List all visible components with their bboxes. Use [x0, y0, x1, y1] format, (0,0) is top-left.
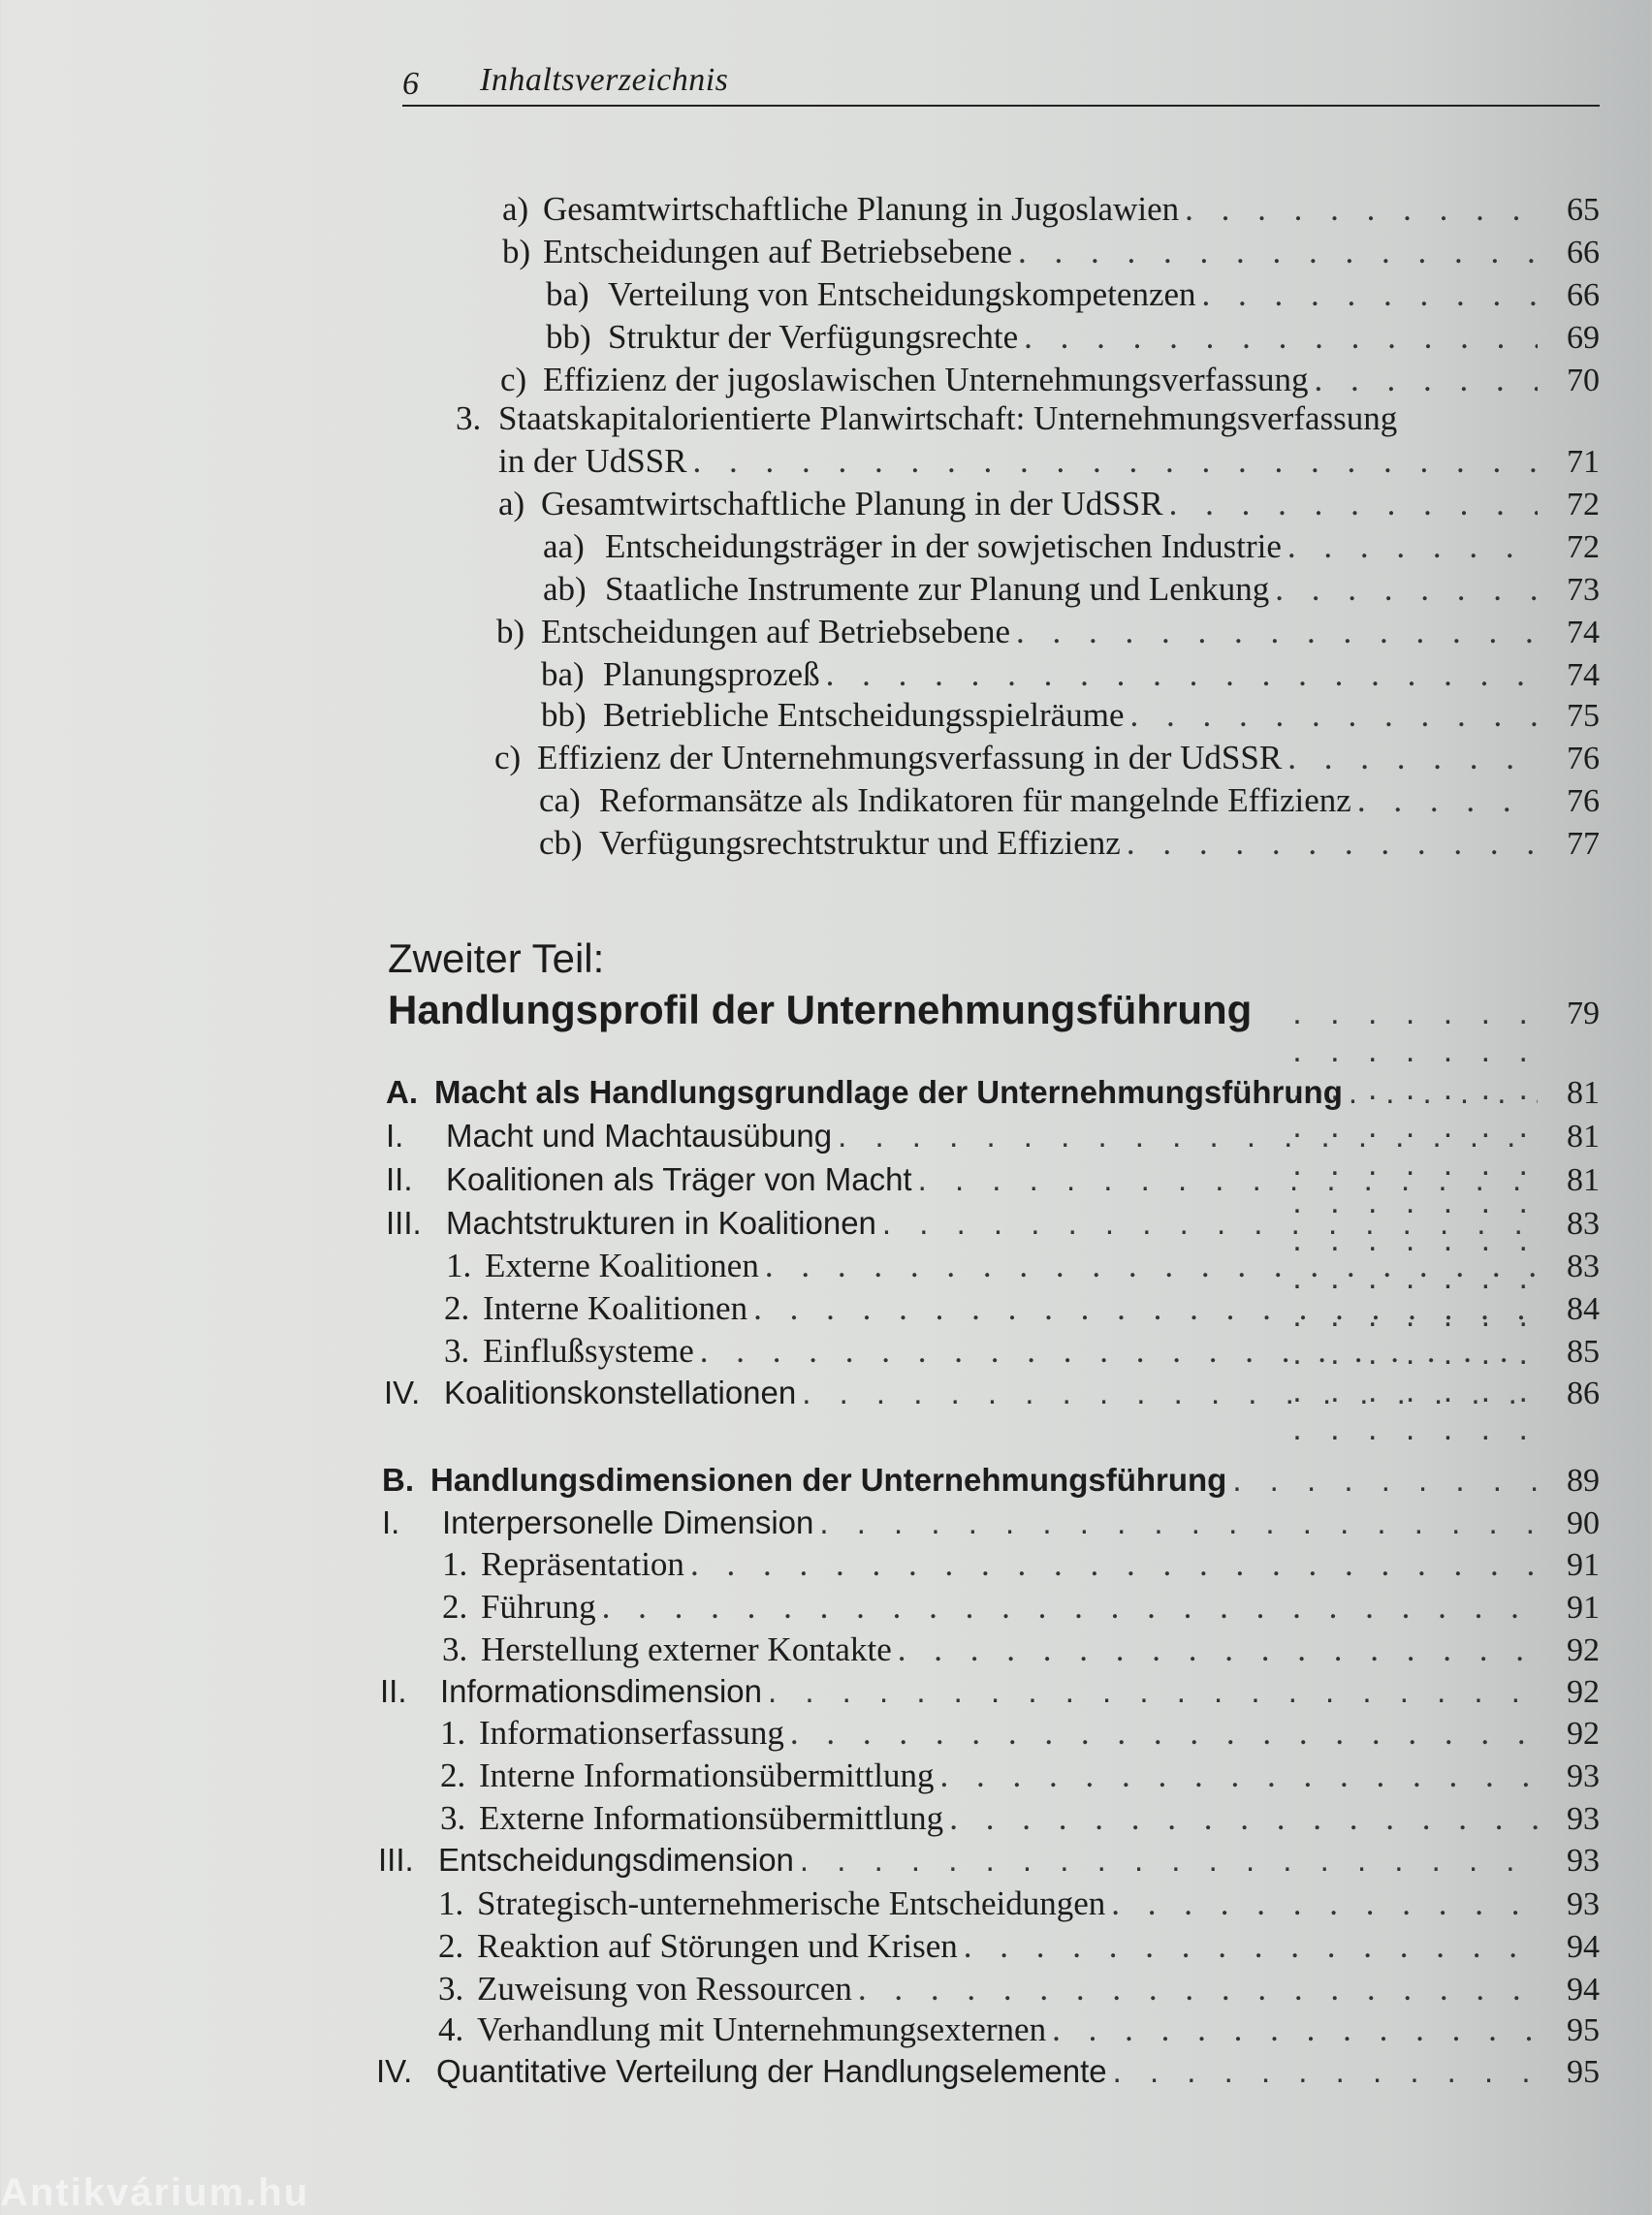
entry-page: 74 — [1567, 657, 1600, 693]
entry-number: c) — [494, 739, 522, 776]
entry-page: 65 — [1567, 192, 1600, 228]
toc-entry — [440, 1799, 1600, 1844]
entry-title: Betriebliche Entscheidungsspielräume — [603, 696, 1125, 734]
entry-page: 81 — [1567, 1075, 1600, 1111]
toc-entry — [496, 613, 1600, 657]
entry-title: Effizienz der jugoslawischen Unternehmungsverfassung — [543, 361, 1309, 398]
toc-entry — [498, 442, 1600, 487]
entry-title: Koalitionen als Träger von Macht — [446, 1161, 912, 1197]
entry-title: Entscheidungsdimension — [438, 1842, 794, 1878]
entry-page: 92 — [1567, 1716, 1600, 1752]
leader-dots — [1016, 613, 1538, 651]
entry-number: I. — [382, 1504, 400, 1540]
entry-page: 81 — [1567, 1119, 1600, 1155]
toc-entry — [438, 1884, 1600, 1929]
entry-page: 75 — [1567, 698, 1600, 734]
toc-entry — [386, 1118, 1600, 1162]
part-label: Zweiter Teil: — [388, 935, 605, 981]
leader-dots — [1232, 1462, 1538, 1499]
toc-entry — [386, 1161, 1600, 1206]
entry-page: 93 — [1567, 1801, 1600, 1837]
entry-number: 4. — [438, 2010, 464, 2048]
leader-dots — [1018, 233, 1538, 271]
section-heading — [386, 1074, 1600, 1119]
entry-title: Entscheidungen auf Betriebsebene — [541, 613, 1010, 650]
toc-entry — [442, 1545, 1600, 1590]
entry-page: 81 — [1567, 1162, 1600, 1198]
entry-number: IV. — [384, 1375, 421, 1410]
entry-title: Handlungsdimensionen der Unternehmungsführung — [430, 1462, 1227, 1498]
entry-title: Interne Koalitionen — [483, 1289, 748, 1327]
entry-title: Machtstrukturen in Koalitionen — [446, 1205, 876, 1241]
entry-page: 66 — [1567, 277, 1600, 313]
toc-entry — [380, 1673, 1600, 1718]
entry-title: Reformansätze als Indikatoren für mangelnde Effizienz — [599, 781, 1351, 819]
entry-page: 92 — [1567, 1632, 1600, 1668]
toc-entry — [502, 190, 1600, 235]
entry-page: 93 — [1567, 1843, 1600, 1879]
toc-entry — [444, 1289, 1600, 1334]
toc-entry — [444, 1332, 1600, 1376]
leader-dots — [602, 1588, 1538, 1627]
entry-title: Externe Koalitionen — [485, 1247, 759, 1284]
toc-entry — [543, 570, 1600, 615]
leader-dots — [1169, 485, 1538, 523]
section-heading — [382, 1462, 1600, 1506]
entry-page: 83 — [1567, 1249, 1600, 1284]
entry-page: 94 — [1567, 1929, 1600, 1965]
toc-entry — [456, 399, 1600, 444]
leader-dots — [858, 1970, 1538, 2009]
leader-dots — [819, 1504, 1538, 1541]
leader-dots — [1127, 824, 1538, 863]
entry-number: 3. — [442, 1630, 468, 1668]
leader-dots — [1129, 696, 1538, 735]
leader-dots — [690, 1545, 1538, 1584]
entry-title: Macht und Machtausübung — [446, 1118, 833, 1154]
leader-dots — [1287, 739, 1538, 777]
entry-number: 1. — [438, 1884, 464, 1922]
entry-number: cb) — [539, 824, 583, 862]
toc-entry — [386, 1205, 1600, 1250]
entry-number: II. — [386, 1161, 413, 1197]
entry-title: Struktur der Verfügungsrechte — [608, 318, 1019, 356]
entry-number: A. — [386, 1074, 418, 1110]
entry-title: Effizienz der Unternehmungsverfassung in der UdSSR — [537, 739, 1283, 776]
leader-dots — [1111, 1884, 1538, 1923]
entry-title: Strategisch-unternehmerische Entscheidungen — [477, 1884, 1106, 1922]
entry-number: II. — [380, 1673, 407, 1709]
leader-dots — [1185, 190, 1538, 229]
entry-number: 3. — [438, 1970, 464, 2008]
entry-number: 1. — [442, 1545, 468, 1583]
toc-entry — [442, 1630, 1600, 1675]
entry-page: 83 — [1567, 1206, 1600, 1242]
entry-number: b) — [502, 233, 531, 270]
header-title: Inhaltsverzeichnis — [480, 62, 729, 98]
leader-dots — [882, 1205, 1538, 1242]
entry-page: 90 — [1567, 1505, 1600, 1541]
part-page: 79 — [1567, 996, 1600, 1031]
entry-title: Informationserfassung — [479, 1714, 784, 1752]
leader-dots — [939, 1756, 1538, 1795]
entry-page: 92 — [1567, 1674, 1600, 1710]
entry-number: 2. — [438, 1927, 464, 1965]
toc-entry — [541, 696, 1600, 741]
entry-number: III. — [378, 1842, 414, 1878]
toc-entry — [378, 1842, 1600, 1886]
entry-title: Herstellung externer Kontakte — [481, 1630, 892, 1668]
entry-number: B. — [382, 1462, 414, 1498]
header-page-number: 6 — [402, 66, 419, 102]
entry-number: 3. — [440, 1799, 466, 1837]
toc-entry — [440, 1714, 1600, 1758]
entry-title: Interne Informationsübermittlung — [479, 1756, 935, 1794]
entry-page: 69 — [1567, 320, 1600, 356]
leader-dots — [826, 655, 1538, 694]
leader-dots — [1275, 570, 1538, 609]
entry-title: Einflußsysteme — [483, 1332, 694, 1370]
entry-title: Quantitative Verteilung der Handlungselemente — [436, 2053, 1107, 2089]
toc-entry — [498, 485, 1600, 529]
leader-dots — [949, 1799, 1538, 1838]
entry-title: Gesamtwirtschaftliche Planung in Jugoslawien — [543, 190, 1180, 228]
leader-dots — [768, 1673, 1538, 1710]
entry-title: Staatskapitalorientierte Planwirtschaft: Unternehmungsverfassung — [498, 399, 1398, 437]
toc-entry — [438, 2010, 1600, 2055]
toc-entry — [446, 1247, 1600, 1291]
leader-dots — [1113, 2053, 1538, 2090]
entry-title: Repräsentation — [481, 1545, 684, 1583]
leader-dots — [918, 1161, 1538, 1198]
entry-page: 71 — [1567, 444, 1600, 480]
entry-page: 76 — [1567, 783, 1600, 819]
entry-page: 93 — [1567, 1886, 1600, 1922]
entry-page: 73 — [1567, 572, 1600, 608]
entry-number: 2. — [440, 1756, 466, 1794]
leader-dots — [1287, 527, 1538, 566]
leader-dots — [765, 1247, 1538, 1285]
toc-entry — [494, 739, 1600, 783]
toc-entry — [539, 824, 1600, 869]
entry-title: Staatliche Instrumente zur Planung und Lenkung — [605, 570, 1270, 608]
entry-title: Entscheidungsträger in der sowjetischen Industrie — [605, 527, 1282, 565]
entry-number: 1. — [440, 1714, 466, 1752]
entry-page: 76 — [1567, 741, 1600, 776]
leader-dots — [753, 1289, 1538, 1328]
leader-dots — [802, 1375, 1538, 1411]
watermark: Antikvárium.hu — [0, 2171, 310, 2214]
entry-title: Planungsprozeß — [603, 655, 820, 693]
entry-number: III. — [386, 1205, 422, 1241]
entry-number: a) — [502, 190, 529, 228]
leader-dots — [1202, 275, 1538, 314]
entry-title: Verteilung von Entscheidungskompetenzen — [608, 275, 1196, 313]
leader-dots — [800, 1842, 1538, 1879]
entry-title: Macht als Handlungsgrundlage der Unternehmungsführung — [434, 1074, 1343, 1110]
leader-dots — [838, 1118, 1538, 1155]
leader-dots — [692, 442, 1538, 481]
entry-number: aa) — [543, 527, 585, 565]
entry-number: ba) — [541, 655, 585, 693]
entry-number: I. — [386, 1118, 404, 1154]
leader-dots — [1024, 318, 1538, 357]
entry-page: 85 — [1567, 1334, 1600, 1370]
toc-entry — [376, 2053, 1600, 2098]
entry-page: 86 — [1567, 1376, 1600, 1411]
entry-number: a) — [498, 485, 525, 522]
entry-title: Gesamtwirtschaftliche Planung in der UdSSR — [541, 485, 1163, 522]
entry-number: b) — [496, 613, 525, 650]
entry-page: 94 — [1567, 1972, 1600, 2008]
entry-page: 66 — [1567, 235, 1600, 270]
entry-number: bb) — [541, 696, 587, 734]
entry-title: Informationsdimension — [440, 1673, 762, 1709]
leader-dots — [1052, 2010, 1538, 2049]
toc-entry — [541, 655, 1600, 700]
entry-number: ca) — [539, 781, 581, 819]
leader-dots — [1357, 781, 1538, 820]
toc-entry — [539, 781, 1600, 826]
entry-page: 95 — [1567, 2012, 1600, 2048]
toc-entry — [546, 318, 1600, 363]
entry-title: Externe Informationsübermittlung — [479, 1799, 944, 1837]
entry-number: bb) — [546, 318, 591, 356]
entry-page: 93 — [1567, 1758, 1600, 1794]
leader-dots — [1349, 1074, 1538, 1111]
entry-number: ab) — [543, 570, 587, 608]
entry-page: 89 — [1567, 1463, 1600, 1499]
entry-page: 74 — [1567, 615, 1600, 650]
entry-title: in der UdSSR — [498, 442, 687, 480]
toc-entry — [438, 1927, 1600, 1972]
entry-page: 91 — [1567, 1547, 1600, 1583]
leader-dots — [700, 1332, 1538, 1371]
toc-entry — [546, 275, 1600, 320]
entry-title: Koalitionskonstellationen — [444, 1375, 797, 1410]
toc-entry — [438, 1970, 1600, 2014]
entry-number: ba) — [546, 275, 589, 313]
toc-entry — [440, 1756, 1600, 1801]
toc-entry — [502, 233, 1600, 277]
entry-page: 95 — [1567, 2054, 1600, 2090]
entry-number: 1. — [446, 1247, 472, 1284]
entry-number: 2. — [442, 1588, 468, 1626]
leader-dots — [1315, 361, 1538, 399]
entry-number: 3. — [444, 1332, 470, 1370]
entry-page: 91 — [1567, 1590, 1600, 1626]
entry-title: Führung — [481, 1588, 596, 1626]
entry-page: 72 — [1567, 487, 1600, 522]
entry-number: IV. — [376, 2053, 413, 2089]
toc-entry — [543, 527, 1600, 572]
entry-title: Verhandlung mit Unternehmungsexternen — [477, 2010, 1047, 2048]
entry-title: Reaktion auf Störungen und Krisen — [477, 1927, 958, 1965]
entry-number: 2. — [444, 1289, 470, 1327]
toc-entry — [442, 1588, 1600, 1632]
entry-page: 70 — [1567, 363, 1600, 398]
entry-page: 72 — [1567, 529, 1600, 565]
entry-page: 77 — [1567, 826, 1600, 862]
entry-page: 84 — [1567, 1291, 1600, 1327]
toc-entry — [384, 1375, 1600, 1419]
toc-entry — [382, 1504, 1600, 1549]
entry-title: Verfügungsrechtstruktur und Effizienz — [599, 824, 1121, 862]
part-title: Handlungsprofil der Unternehmungsführung — [388, 987, 1253, 1032]
entry-title: Interpersonelle Dimension — [442, 1504, 814, 1540]
entry-title: Entscheidungen auf Betriebsebene — [543, 233, 1012, 270]
entry-number: c) — [500, 361, 527, 398]
leader-dots — [898, 1630, 1538, 1669]
leader-dots — [964, 1927, 1538, 1966]
entry-number: 3. — [456, 399, 482, 437]
entry-title: Zuweisung von Ressourcen — [477, 1970, 852, 2008]
leader-dots — [790, 1714, 1538, 1753]
running-header — [402, 58, 1600, 107]
